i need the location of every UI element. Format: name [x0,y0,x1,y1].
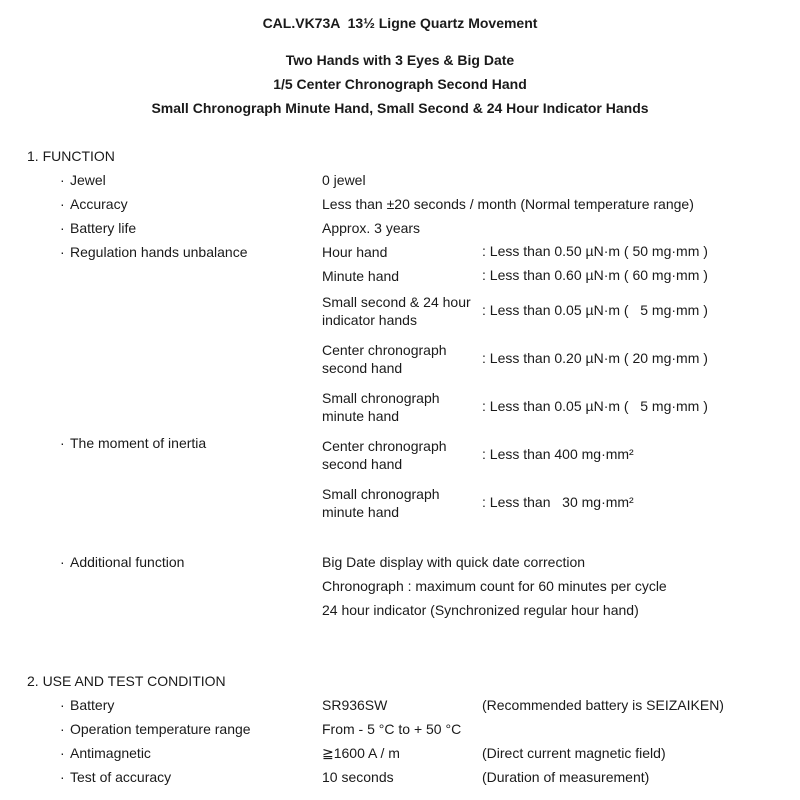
label-antimagnetic: · Antimagnetic [60,745,151,761]
label-jewel: · Jewel [60,172,106,188]
label-battery: · Battery [60,697,115,713]
label-inertia: · The moment of inertia [60,435,207,451]
label-accuracy: · Accuracy [60,196,128,212]
additional-line-big-date: Big Date display with quick date correction [322,554,586,570]
document-title: CAL.VK73A 13½ Ligne Quartz Movement [262,15,538,31]
value-battery-life: Approx. 3 years [322,220,421,236]
section-use-test-heading: 2. USE AND TEST CONDITION [27,673,226,689]
section-function-heading: 1. FUNCTION [27,148,115,164]
label-test-accuracy: · Test of accuracy [60,769,172,785]
note-battery: (Recommended battery is SEIZAIKEN) [482,697,724,713]
value-accuracy: Less than ±20 seconds / month (Normal temperature range) [322,196,694,212]
label-regulation: · Regulation hands unbalance [60,244,248,260]
label-temperature: · Operation temperature range [60,721,251,737]
regulation-hand-hour: Hour hand [322,244,388,260]
subtitle-hands: Two Hands with 3 Eyes & Big Date [285,52,515,68]
additional-line-24-hour: 24 hour indicator (Synchronized regular hour hand) [322,602,639,618]
inertia-spec-center-chrono: : Less than 400 mg·mm² [482,446,634,462]
regulation-hand-center-chrono: Center chronograph second hand [322,342,447,376]
value-antimagnetic: ≧1600 A / m [322,745,400,761]
regulation-spec-minute: : Less than 0.60 µN·m ( 60 mg·mm ) [482,267,708,283]
inertia-hand-small-chrono: Small chronograph minute hand [322,486,440,520]
value-jewel: 0 jewel [322,172,366,188]
inertia-hand-center-chrono: Center chronograph second hand [322,438,447,472]
regulation-hand-small-second: Small second & 24 hour indicator hands [322,294,471,328]
regulation-spec-small-second: : Less than 0.05 µN·m ( 5 mg·mm ) [482,302,708,318]
regulation-hand-small-chrono: Small chronograph minute hand [322,390,440,424]
inertia-spec-small-chrono: : Less than 30 mg·mm² [482,494,634,510]
regulation-hand-minute: Minute hand [322,268,400,284]
subtitle-small-hands: Small Chronograph Minute Hand, Small Second & 24 Hour Indicator Hands [151,100,649,116]
regulation-spec-small-chrono: : Less than 0.05 µN·m ( 5 mg·mm ) [482,398,708,414]
label-battery-life: · Battery life [60,220,137,236]
label-additional-function: · Additional function [60,554,185,570]
value-temperature: From - 5 °C to + 50 °C [322,721,462,737]
additional-line-chronograph: Chronograph : maximum count for 60 minutes per cycle [322,578,667,594]
subtitle-chronograph-second: 1/5 Center Chronograph Second Hand [273,76,527,92]
note-test-accuracy: (Duration of measurement) [482,769,650,785]
value-battery: SR936SW [322,697,388,713]
value-test-accuracy: 10 seconds [322,769,394,785]
regulation-spec-center-chrono: : Less than 0.20 µN·m ( 20 mg·mm ) [482,350,708,366]
regulation-spec-hour: : Less than 0.50 µN·m ( 50 mg·mm ) [482,243,708,259]
note-antimagnetic: (Direct current magnetic field) [482,745,666,761]
